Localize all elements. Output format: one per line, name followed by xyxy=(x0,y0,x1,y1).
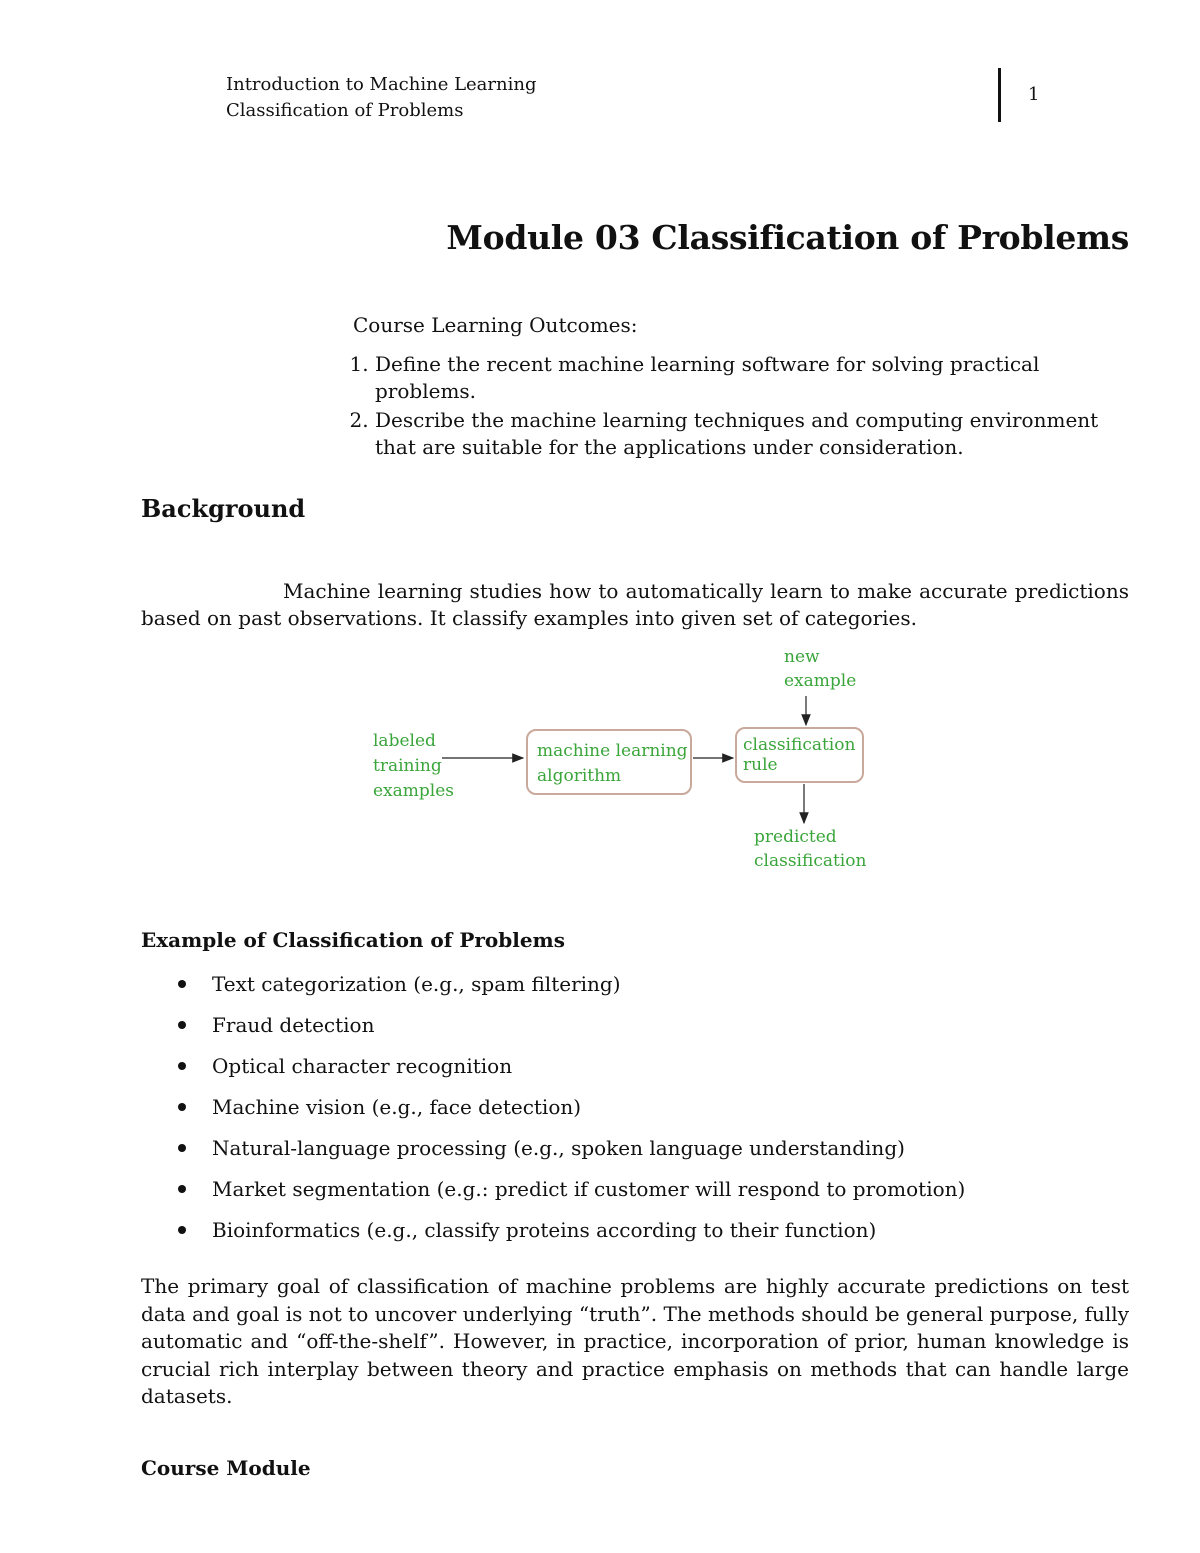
goal-paragraph: The primary goal of classification of machine problems are highly accurate predictions on test data and goal is not to uncover underlying “truth”. The methods should be general purpose, fully automatic and “off-the-shelf”. However, in practice, incorporation of prior, human knowledge is crucial rich interplay between theory and practice emphasis on methods that can handle large datasets. xyxy=(141,1274,1129,1408)
list-item: Optical character recognition xyxy=(141,1048,1041,1089)
learning-outcome-item: 1. Define the recent machine learning software for solving practical problems. xyxy=(375,351,1113,405)
list-item: Bioinformatics (e.g., classify proteins according to their function) xyxy=(141,1212,1041,1253)
rule-label: rule xyxy=(743,755,778,775)
list-item: Machine vision (e.g., face detection) xyxy=(141,1089,1041,1130)
background-paragraph: Machine learning studies how to automatically learn to make accurate predictions based on past observations. It classify examples into given set of categories. xyxy=(141,579,1129,630)
algorithm-label: algorithm xyxy=(537,766,622,786)
page-title: Module 03 Classification of Problems xyxy=(446,218,1129,257)
header-divider xyxy=(998,68,1001,122)
learning-outcomes-heading: Course Learning Outcomes: xyxy=(353,313,638,337)
examples-heading: Example of Classification of Problems xyxy=(141,928,565,952)
header-course-title: Introduction to Machine Learning xyxy=(226,74,537,95)
new-example-label: new xyxy=(784,647,820,667)
output-label: classification xyxy=(754,851,867,871)
input-label: examples xyxy=(373,781,455,801)
classification-flow-diagram xyxy=(360,640,880,880)
list-item: Natural-language processing (e.g., spoken language understanding) xyxy=(141,1130,1041,1171)
rule-label: classification xyxy=(743,735,856,755)
new-example-label: example xyxy=(784,671,857,691)
running-header xyxy=(226,72,536,124)
input-label: training xyxy=(373,756,442,776)
list-item: Text categorization (e.g., spam filtering) xyxy=(141,966,1041,1007)
output-label: predicted xyxy=(754,827,837,847)
input-label: labeled xyxy=(373,731,436,751)
page-number: 1 xyxy=(1028,84,1040,105)
list-item: Fraud detection xyxy=(141,1007,1041,1048)
course-module-heading: Course Module xyxy=(141,1456,311,1480)
header-module-title: Classification of Problems xyxy=(226,100,464,121)
algorithm-label: machine learning xyxy=(537,741,688,761)
list-item: Market segmentation (e.g.: predict if customer will respond to promotion) xyxy=(141,1171,1041,1212)
learning-outcomes-list xyxy=(353,351,1113,461)
learning-outcome-item: 2. Describe the machine learning techniques and computing environment that are suitable for the applications under consideration. xyxy=(375,407,1113,461)
background-heading: Background xyxy=(141,494,306,523)
learning-outcomes xyxy=(353,312,1113,463)
examples-list xyxy=(141,966,1041,1253)
